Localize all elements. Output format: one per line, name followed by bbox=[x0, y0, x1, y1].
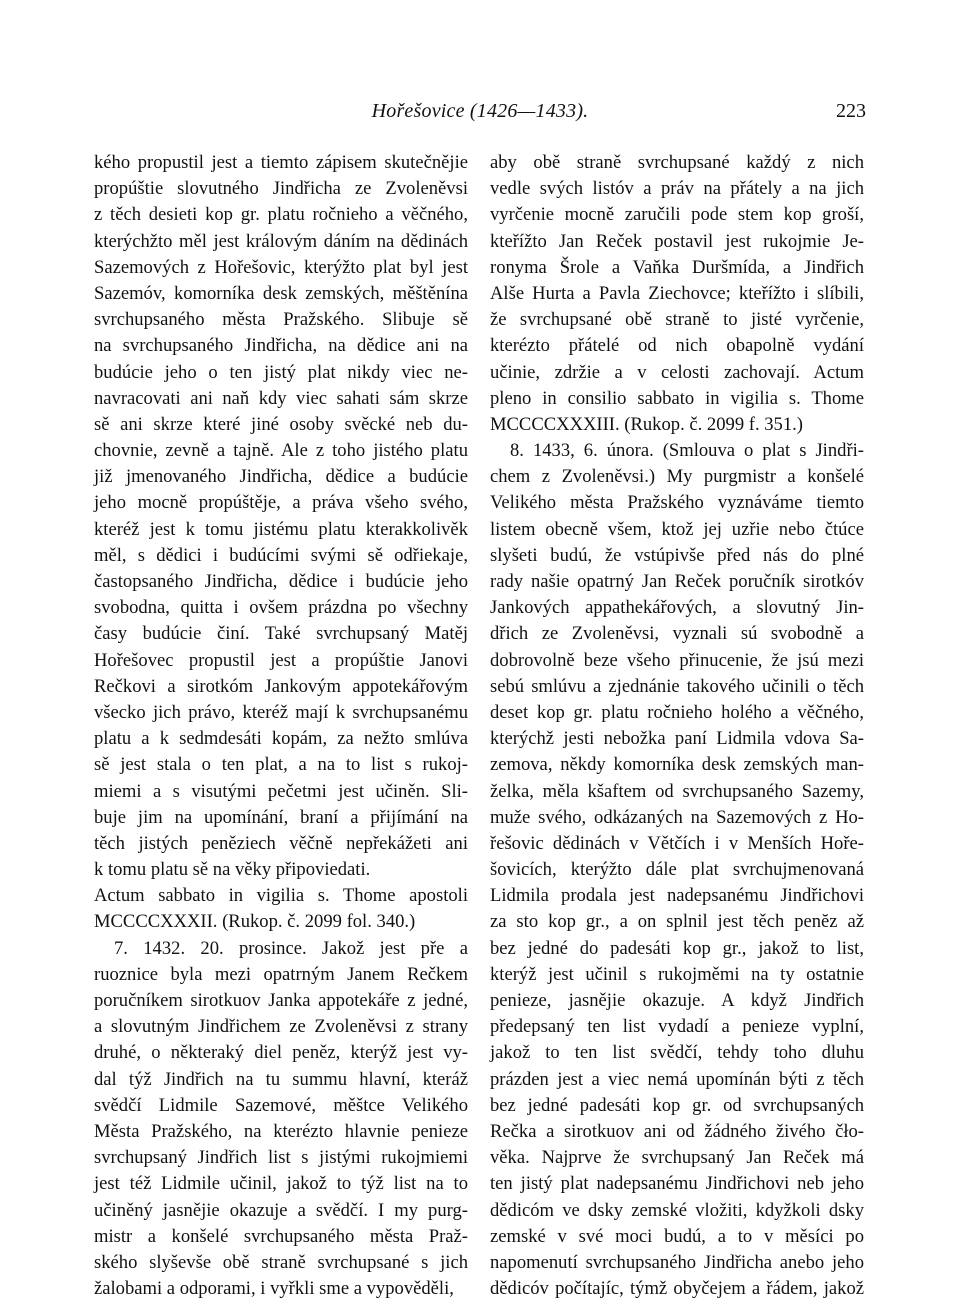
right-column bbox=[490, 150, 864, 1302]
text-line: kterýchž jesti nebožka paní Lidmila vdova Sa- bbox=[490, 728, 864, 750]
text-line: k tomu platu sě na věky připoviedati. bbox=[94, 859, 371, 881]
text-line: jest též Lidmile učinil, jakož to týž list na to bbox=[94, 1173, 468, 1195]
text-line: řešovic dědinách v Větčích i v Menších Hoře- bbox=[490, 832, 864, 854]
text-line: svědčí Lidmile Sazemové, měštce Velikého bbox=[94, 1094, 468, 1116]
text-line: aby obě straně svrchupsané každý z nich bbox=[490, 152, 864, 173]
text-line: Lidmila prodala jest nadepsanému Jindřichovi bbox=[490, 885, 864, 907]
text-line: věka. Najprve že svrchupsaný Jan Reček má bbox=[490, 1147, 864, 1169]
text-line: jeho mocně propúštěje, a práva všeho svého, bbox=[94, 492, 468, 514]
text-line: jakož to ten list svědčí, tehdy toho dluhu bbox=[490, 1042, 864, 1064]
text-line: 8. 1433, 6. února. (Smlouva o plat s Jindři- bbox=[510, 440, 864, 462]
text-line: za sto kop gr., a on splnil jest těch penĕz až bbox=[490, 911, 864, 933]
text-line: již jmenovaného Jindřicha, dědice a budúcie bbox=[94, 466, 468, 488]
text-line: sě ani skrze které jiné osoby svěcké neb du- bbox=[94, 413, 468, 435]
text-line: budúcie jeho o ten jistý plat nikdy viec ne- bbox=[94, 361, 468, 383]
text-line: Rečkovi a sirotkóm Jankovým appotekářovým bbox=[94, 675, 468, 697]
text-line: chovnie, zevně a tajně. Ale z toho jistého platu bbox=[94, 440, 468, 462]
text-line: ten jistý plat nadepsanému Jindřichovi neb jeho bbox=[490, 1173, 864, 1195]
text-line: sě jest stala o ten plat, a na to list s rukoj- bbox=[94, 754, 468, 776]
text-line: bez jedné do padesáti kop gr., jakož to list, bbox=[490, 937, 864, 959]
text-line: Actum sabbato in vigilia s. Thome apostoli bbox=[94, 885, 468, 907]
text-line: listem obecně všem, ktož jej uzřie nebo čtúce bbox=[490, 518, 864, 540]
text-line: druhé, o některaký diel peněz, kterýž jest vy- bbox=[94, 1042, 468, 1064]
text-line: Hořešovec propustil jest a propúštie Janovi bbox=[94, 649, 468, 671]
text-line: na svrchupsaného Jindřicha, na dědice ani na bbox=[94, 335, 468, 357]
text-line: propúštie slovutného Jindřicha ze Zvoleněvsi bbox=[94, 178, 468, 200]
text-line: MCCCCXXXIII. (Rukop. č. 2099 f. 351.) bbox=[490, 413, 803, 435]
text-line: prázden jest a viec nemá upomínán býti z těch bbox=[490, 1068, 864, 1090]
text-line: sebú smlúvu a zjednánie takového učinili o těch bbox=[490, 675, 864, 697]
text-line: Alše Hurta a Pavla Ziechovce; kteřížto i slíbili, bbox=[490, 282, 864, 304]
text-line: ronyma Šrole a Vaňka Duršmída, a Jindřich bbox=[490, 256, 864, 278]
text-line: žalobami a odporami, i vyřkli sme a vypověděli, bbox=[94, 1278, 454, 1300]
text-line: že svrchupsané obě straně to jisté vyrčenie, bbox=[490, 309, 864, 331]
left-column bbox=[94, 150, 468, 1302]
text-line: dal týž Jindřich na tu summu hlavní, kteráž bbox=[94, 1068, 468, 1090]
text-line: učiněný jasnějie okazuje a svědčí. I my purg- bbox=[94, 1199, 468, 1221]
text-line: dědicóm ve dsky zemské vložiti, kdyžkoli dsky bbox=[490, 1199, 864, 1221]
text-line: kteréž jest k tomu jistému platu kterakkolivěk bbox=[94, 518, 468, 540]
text-line: kého propustil jest a tiemto zápisem skutečnějie bbox=[94, 152, 468, 173]
text-line: měl, s dědici i budúcími svými sě odřiekaje, bbox=[94, 544, 468, 566]
text-line: časy budúcie činí. Také svrchupsaný Matěj bbox=[94, 623, 468, 645]
page-number: 223 bbox=[836, 100, 866, 122]
text-line: pleno in consilio sabbato in vigilia s. Thome bbox=[490, 387, 864, 409]
text-line: MCCCCXXXII. (Rukop. č. 2099 fol. 340.) bbox=[94, 911, 416, 933]
text-line: platu a k sedmdesáti kopám, za nežto smlúva bbox=[94, 728, 468, 750]
text-line: muže svého, odkázaných na Sazemových z Ho- bbox=[490, 806, 864, 828]
text-line: svrchupsaný Jindřich list s jistými rukojmiemi bbox=[94, 1147, 468, 1169]
text-line: zemova, někdy komorníka desk zemských man- bbox=[490, 754, 864, 776]
text-line: ruoznice byla mezi opatrným Janem Rečkem bbox=[94, 963, 468, 985]
text-line: kterýchžto měl jest královým dáním na dědinách bbox=[94, 230, 468, 252]
text-line: a slovutným Jindřichem ze Zvoleněvsi z strany bbox=[94, 1016, 468, 1038]
text-line: navracovati ani naň kdy viec sahati sám skrze bbox=[94, 387, 468, 409]
text-line: rady našie opatrný Jan Reček poručník sirotkóv bbox=[490, 571, 864, 592]
text-line: poručníkem sirotkuov Janka appotekáře z jedné, bbox=[94, 990, 468, 1011]
text-line: penieze, jasnějie okazuje. A když Jindřich bbox=[490, 990, 864, 1011]
text-line: Rečka a sirotkuov ani od žádného živého čło- bbox=[490, 1120, 864, 1142]
text-line: učinie, zdržie a v celosti zachovají. Actum bbox=[490, 361, 864, 383]
text-line: těch jistých peněziech věčně nepřekážeti ani bbox=[94, 832, 468, 854]
page-header bbox=[94, 100, 866, 130]
text-line: dobrovolně beze všeho přinucenie, že jsú mezi bbox=[490, 649, 864, 671]
text-line: předepsaný ten list vydadí a penieze vyplní, bbox=[490, 1016, 864, 1038]
text-line: Jankových appathekářových, a slovutný Jin- bbox=[490, 597, 864, 619]
text-line: bez jedné padesáti kop gr. od svrchupsaných bbox=[490, 1094, 864, 1116]
text-line: 7. 1432. 20. prosince. Jakož jest pře a bbox=[114, 937, 468, 959]
text-line: kterýž jest učinil s rukojměmi na ty ostatnie bbox=[490, 963, 864, 985]
text-line: Velikého města Pražského vyznáváme tiemto bbox=[490, 492, 864, 514]
text-line: mistr a konšelé svrchupsaného města Praž- bbox=[94, 1225, 468, 1247]
text-line: zemské v své moci budú, a to v měsíci po bbox=[490, 1225, 864, 1247]
text-line: slyšeti budú, že vstúpivše před nás do plné bbox=[490, 544, 864, 566]
text-line: ského slyševše obě straně svrchupsané s jich bbox=[94, 1251, 468, 1273]
text-line: Sazemových z Hořešovic, kterýžto plat byl jest bbox=[94, 256, 468, 278]
text-line: buje jim na upomínání, braní a přijímání na bbox=[94, 806, 468, 828]
text-line: miemi a s visutými pečetmi jest učiněn. Sli- bbox=[94, 780, 468, 802]
text-line: dřich ze Zvoleněvsi, vyznali sú svobodně a bbox=[490, 623, 864, 645]
text-line: želka, měla kšaftem od svrchupsaného Sazemy, bbox=[490, 780, 864, 802]
text-line: Města Pražského, na kterézto hlavnie penieze bbox=[94, 1120, 468, 1142]
text-line: svrchupsaného města Pražského. Slibuje sě bbox=[94, 309, 468, 331]
text-line: všecko jich právo, kteréž mají k svrchupsanému bbox=[94, 701, 468, 723]
text-line: svobodna, quitta i ovšem prázdna po všechny bbox=[94, 597, 468, 619]
text-line: vyrčenie mocně zaručili pode stem kop groší, bbox=[490, 204, 864, 226]
text-line: chem z Zvoleněvsi.) My purgmistr a konšelé bbox=[490, 466, 864, 488]
text-line: kteřížto Jan Reček postavil jest rukojmie Je- bbox=[490, 230, 864, 252]
text-line: šovicích, kterýžto dále plat svrchujmenovaná bbox=[490, 859, 864, 881]
running-title: Hořešovice (1426—1433). bbox=[371, 100, 589, 122]
text-line: deset kop gr. platu ročnieho holého a věčného, bbox=[490, 701, 864, 723]
text-line: dědicóv počítajíc, týmž obyčejem a řádem, jakož bbox=[490, 1278, 864, 1300]
text-line: Sazemóv, komorníka desk zemských, měštěnína bbox=[94, 282, 468, 304]
text-line: kterézto přátelé od nich obapolně vydání bbox=[490, 335, 864, 357]
text-line: z těch desieti kop gr. platu ročnieho a věčného, bbox=[94, 204, 468, 226]
text-line: napomenutí svrchupsaného Jindřicha anebo jeho bbox=[490, 1251, 864, 1273]
text-line: vedle svých listóv a práv na přátely a na jich bbox=[490, 178, 864, 200]
text-line: častopsaného Jindřicha, dědice i budúcie jeho bbox=[94, 571, 468, 592]
